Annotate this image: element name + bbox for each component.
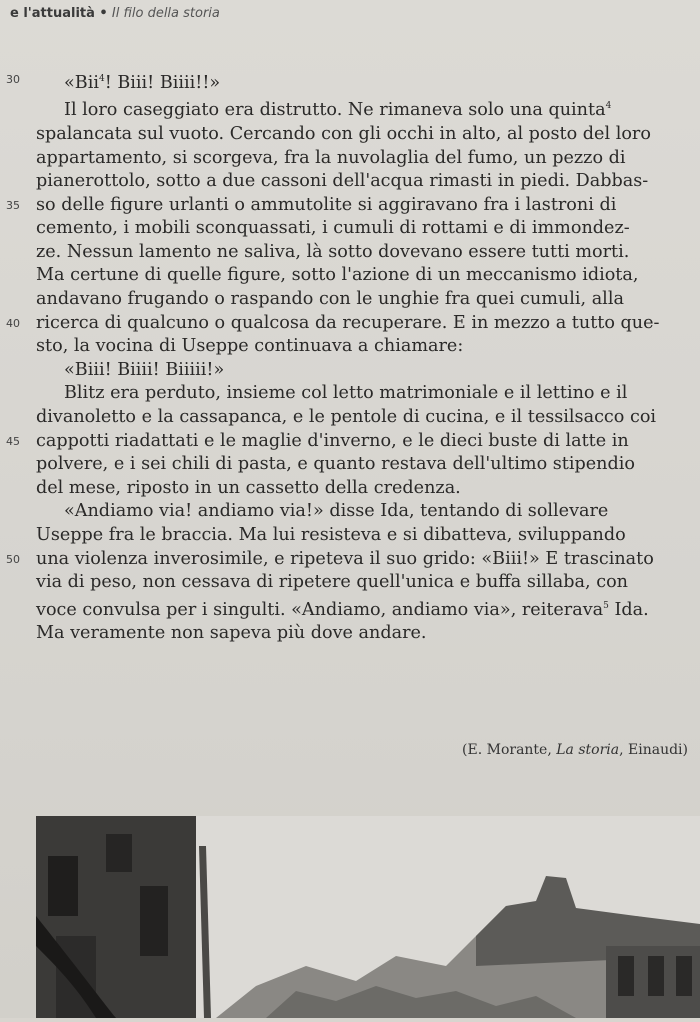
source-citation: (E. Morante, La storia, Einaudi) xyxy=(462,742,688,758)
building-window xyxy=(676,956,692,996)
text-line: 50 una violenza inverosimile, e ripeteva il suo grido: «Biii!» E trascinato xyxy=(36,548,686,572)
line-number: 50 xyxy=(6,552,20,566)
text-line: pianerottolo, sotto a due cassoni dell'acqua rimasti in piedi. Dabbas- xyxy=(36,171,649,192)
text-line: ze. Nessun lamento ne saliva, là sotto dovevano essere tutti morti. xyxy=(36,241,630,262)
text-line: via di peso, non cessava di ripetere quell'unica e buffa sillaba, con xyxy=(36,572,628,593)
text-line: «Biii! Biiii! Biiiii!» xyxy=(64,359,225,380)
text-line: 45 cappotti riadattati e le maglie d'inverno, e le dieci buste di latte in xyxy=(36,430,686,454)
passage-text xyxy=(6,68,686,646)
text-line: 35 so delle figure urlanti o ammutolite si aggiravano fra i lastroni di xyxy=(36,194,686,218)
text-line: Ma veramente non sapeva più dove andare. xyxy=(36,623,427,644)
line-number: 30 xyxy=(6,73,20,86)
building-window xyxy=(48,856,78,916)
header-subtitle: Il filo della storia xyxy=(111,6,220,21)
book-title: La storia xyxy=(556,742,620,758)
line-number: 35 xyxy=(6,198,20,212)
text-line: Il loro caseggiato era distrutto. Ne rimaneva solo una quinta$^4$ xyxy=(64,100,612,121)
line-number: 40 xyxy=(6,316,20,330)
header-section: e l'attualità • xyxy=(10,6,108,21)
footnote-marker: 5 xyxy=(603,600,609,611)
page-header xyxy=(10,6,220,21)
photo-illustration xyxy=(36,816,700,1018)
text-line: Ma certune di quelle figure, sotto l'azione di un meccanismo idiota, xyxy=(36,265,639,286)
text-line: Useppe fra le braccia. Ma lui resisteva e si dibatteva, sviluppando xyxy=(36,525,626,545)
text-line: sto, la vocina di Useppe continuava a chiamare: xyxy=(36,336,464,357)
building-window xyxy=(106,834,132,872)
building-window xyxy=(140,886,168,956)
text-line: 40 ricerca di qualcuno o qualcosa da recuperare. E in mezzo a tutto que- xyxy=(36,312,686,336)
footnote-marker: 4 xyxy=(98,74,105,84)
bombed-building-photo xyxy=(36,816,700,1018)
building-window xyxy=(618,956,634,996)
text-line: spalancata sul vuoto. Cercando con gli occhi in alto, al posto del loro xyxy=(36,123,651,144)
text-line: cemento, i mobili sconquassati, i cumuli di rottami e di immondez- xyxy=(36,218,630,239)
text-line: divanoletto e la cassapanca, e le pentole di cucina, e il tessilsacco coi xyxy=(36,407,657,428)
text-line: polvere, e i sei chili di pasta, e quanto restava dell'ultimo stipendio xyxy=(36,454,635,475)
text-line: Blitz era perduto, insieme col letto matrimoniale e il lettino e il xyxy=(64,383,628,404)
text-line: voce convulsa per i singulti. «Andiamo, andiamo via», reiterava$^5$ Ida. xyxy=(36,599,649,620)
text-line: 30 «Bii$^4$! Biii! Biiii!!» xyxy=(36,68,686,95)
footnote-marker: 4 xyxy=(605,101,612,112)
text-line: andavano frugando o raspando con le unghie fra quei cumuli, alla xyxy=(36,289,624,310)
building-window xyxy=(648,956,664,996)
text-line: del mese, riposto in un cassetto della credenza. xyxy=(36,477,461,498)
line-number: 45 xyxy=(6,434,20,448)
text-line: appartamento, si scorgeva, fra la nuvolaglia del fumo, un pezzo di xyxy=(36,147,626,168)
text-line: «Andiamo via! andiamo via!» disse Ida, tentando di sollevare xyxy=(64,501,609,522)
